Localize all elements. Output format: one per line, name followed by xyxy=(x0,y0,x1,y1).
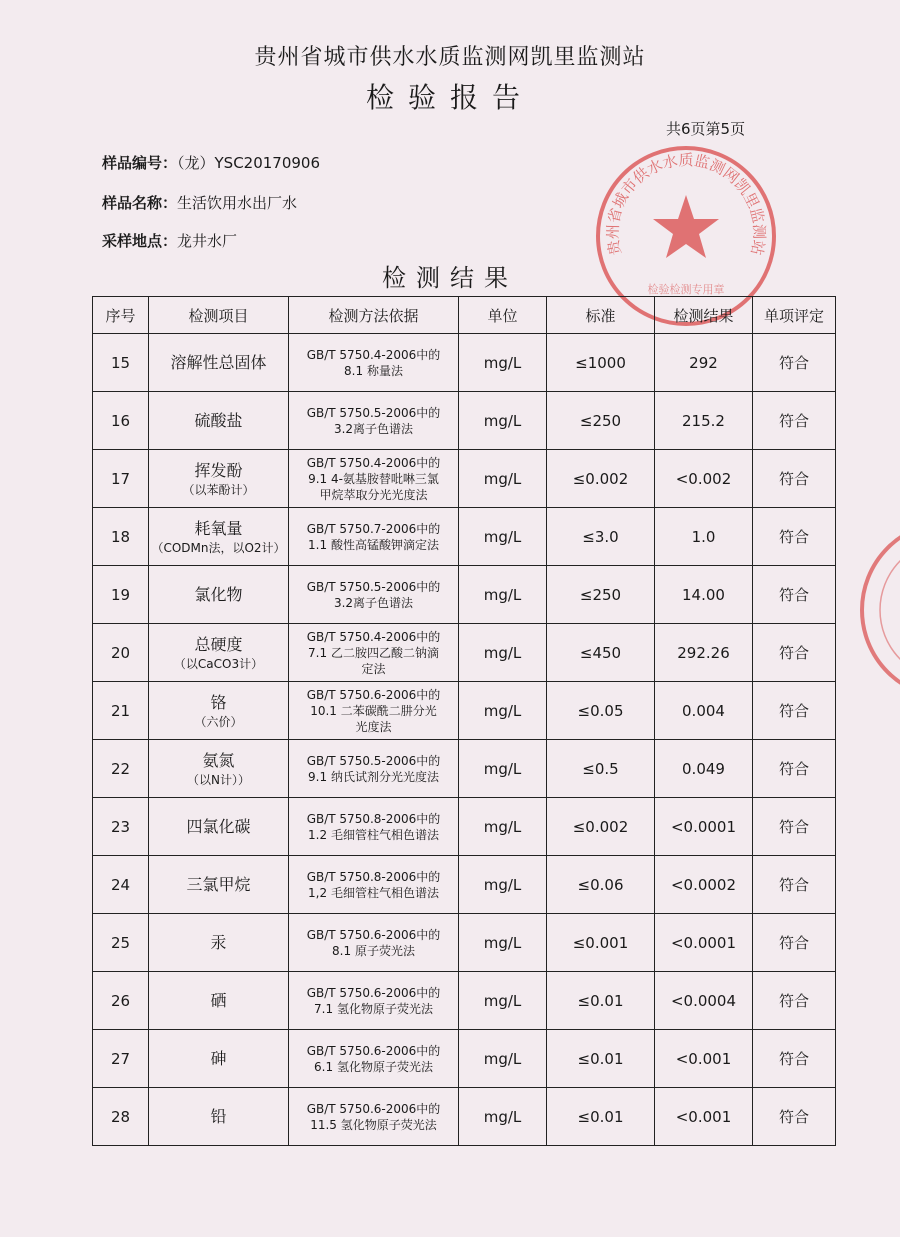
cell-result: <0.002 xyxy=(655,450,753,508)
cell-result: 0.049 xyxy=(655,740,753,798)
method-line: 9.1 纳氏试剂分光光度法 xyxy=(308,769,439,784)
cell-result: <0.0004 xyxy=(655,972,753,1030)
cell-result: 292.26 xyxy=(655,624,753,682)
cell-result: 292 xyxy=(655,334,753,392)
cell-standard: ≤250 xyxy=(547,566,655,624)
item-name: 四氯化碳 xyxy=(186,816,251,836)
table-row xyxy=(93,624,836,682)
cell-result: <0.0001 xyxy=(655,914,753,972)
item-note: （以N计）） xyxy=(187,772,250,787)
method-line: GB/T 5750.4-2006中的 xyxy=(306,629,441,644)
cell-result: <0.001 xyxy=(655,1088,753,1146)
cell-item xyxy=(149,682,289,740)
cell-no: 24 xyxy=(93,856,149,914)
cell-unit: mg/L xyxy=(459,1088,547,1146)
cell-no: 28 xyxy=(93,1088,149,1146)
cell-evaluation: 符合 xyxy=(753,1030,836,1088)
item-name: 耗氧量 xyxy=(194,518,243,538)
method-line: GB/T 5750.5-2006中的 xyxy=(306,405,441,420)
cell-evaluation: 符合 xyxy=(753,856,836,914)
table-row xyxy=(93,740,836,798)
cell-evaluation: 符合 xyxy=(753,972,836,1030)
cell-item xyxy=(149,972,289,1030)
header-no: 序号 xyxy=(93,297,149,334)
cell-evaluation: 符合 xyxy=(753,914,836,972)
method-line: 3.2离子色谱法 xyxy=(333,421,414,436)
item-note: （六价） xyxy=(194,714,243,729)
method-line: GB/T 5750.6-2006中的 xyxy=(306,985,441,1000)
item-name: 氯化物 xyxy=(194,584,243,604)
cell-evaluation: 符合 xyxy=(753,392,836,450)
cell-method xyxy=(289,508,459,566)
cell-no: 23 xyxy=(93,798,149,856)
cell-method xyxy=(289,914,459,972)
cell-method xyxy=(289,392,459,450)
cell-method xyxy=(289,798,459,856)
method-line: 9.1 4-氨基胺替吡啉三氯 xyxy=(308,471,439,486)
method-line: GB/T 5750.4-2006中的 xyxy=(306,347,441,362)
cell-item xyxy=(149,624,289,682)
cell-item xyxy=(149,914,289,972)
cell-method xyxy=(289,624,459,682)
cell-evaluation: 符合 xyxy=(753,508,836,566)
sample-location-value: 龙井水厂 xyxy=(177,232,238,250)
table-row xyxy=(93,392,836,450)
cell-unit: mg/L xyxy=(459,856,547,914)
cell-item xyxy=(149,392,289,450)
cell-item xyxy=(149,450,289,508)
cell-no: 15 xyxy=(93,334,149,392)
results-table xyxy=(92,296,836,1146)
item-name: 砷 xyxy=(210,1048,227,1068)
cell-method xyxy=(289,566,459,624)
method-line: 11.5 氢化物原子荧光法 xyxy=(310,1117,437,1132)
sample-id-field xyxy=(102,152,320,173)
cell-result: <0.0002 xyxy=(655,856,753,914)
sample-location-field xyxy=(102,230,237,251)
cell-result: 215.2 xyxy=(655,392,753,450)
table-header-row xyxy=(93,297,836,334)
cell-item xyxy=(149,566,289,624)
method-line: 1.2 毛细管柱气相色谱法 xyxy=(308,827,439,842)
table-row xyxy=(93,856,836,914)
method-line: 7.1 乙二胺四乙酸二钠滴 xyxy=(308,645,439,660)
cell-evaluation: 符合 xyxy=(753,450,836,508)
cell-result: <0.0001 xyxy=(655,798,753,856)
item-name: 三氯甲烷 xyxy=(186,874,251,894)
method-line: 光度法 xyxy=(355,719,392,734)
method-line: GB/T 5750.6-2006中的 xyxy=(306,687,441,702)
cell-unit: mg/L xyxy=(459,566,547,624)
cell-item xyxy=(149,1088,289,1146)
table-row xyxy=(93,450,836,508)
cell-no: 16 xyxy=(93,392,149,450)
cell-standard: ≤0.01 xyxy=(547,1030,655,1088)
item-name: 总硬度 xyxy=(194,634,243,654)
cell-evaluation: 符合 xyxy=(753,1088,836,1146)
item-name: 铅 xyxy=(210,1106,227,1126)
cell-no: 26 xyxy=(93,972,149,1030)
cell-standard: ≤0.01 xyxy=(547,1088,655,1146)
cell-result: 14.00 xyxy=(655,566,753,624)
cell-method xyxy=(289,1030,459,1088)
cell-unit: mg/L xyxy=(459,972,547,1030)
method-line: GB/T 5750.6-2006中的 xyxy=(306,927,441,942)
table-row xyxy=(93,682,836,740)
cell-standard: ≤3.0 xyxy=(547,508,655,566)
item-name: 硒 xyxy=(210,990,227,1010)
cell-unit: mg/L xyxy=(459,624,547,682)
organization-name: 贵州省城市供水水质监测网凯里监测站 xyxy=(254,45,646,70)
cell-no: 17 xyxy=(93,450,149,508)
cell-evaluation: 符合 xyxy=(753,334,836,392)
header-result: 检测结果 xyxy=(655,297,753,334)
svg-text:贵州省城市供水水质监测网凯里监测站: 贵州省城市供水水质监测网凯里监测站 xyxy=(603,151,769,257)
cell-no: 22 xyxy=(93,740,149,798)
cell-result: 1.0 xyxy=(655,508,753,566)
method-line: GB/T 5750.7-2006中的 xyxy=(306,521,441,536)
cell-standard: ≤0.05 xyxy=(547,682,655,740)
sample-name-label: 样品名称： xyxy=(102,194,178,212)
method-line: 8.1 称量法 xyxy=(344,363,403,378)
cell-item xyxy=(149,740,289,798)
item-name: 挥发酚 xyxy=(194,460,243,480)
cell-unit: mg/L xyxy=(459,914,547,972)
cell-standard: ≤0.01 xyxy=(547,972,655,1030)
cell-method xyxy=(289,334,459,392)
method-line: GB/T 5750.6-2006中的 xyxy=(306,1101,441,1116)
method-line: 1,2 毛细管柱气相色谱法 xyxy=(308,885,439,900)
cell-method xyxy=(289,856,459,914)
cell-item xyxy=(149,508,289,566)
cell-item xyxy=(149,334,289,392)
method-line: 定法 xyxy=(361,661,386,676)
method-line: GB/T 5750.5-2006中的 xyxy=(306,579,441,594)
cell-standard: ≤0.5 xyxy=(547,740,655,798)
sample-id-value: （龙）YSC20170906 xyxy=(177,154,321,172)
method-line: 10.1 二苯碳酰二肼分光 xyxy=(310,703,437,718)
cell-unit: mg/L xyxy=(459,740,547,798)
cell-no: 21 xyxy=(93,682,149,740)
header-standard: 标准 xyxy=(547,297,655,334)
method-line: GB/T 5750.8-2006中的 xyxy=(306,811,441,826)
cell-evaluation: 符合 xyxy=(753,740,836,798)
method-line: GB/T 5750.4-2006中的 xyxy=(306,455,441,470)
method-line: 7.1 氢化物原子荧光法 xyxy=(314,1001,433,1016)
cell-unit: mg/L xyxy=(459,392,547,450)
method-line: GB/T 5750.8-2006中的 xyxy=(306,869,441,884)
cell-standard: ≤250 xyxy=(547,392,655,450)
table-row xyxy=(93,334,836,392)
cell-item xyxy=(149,798,289,856)
cell-method xyxy=(289,682,459,740)
section-title: 检测结果 xyxy=(382,264,518,292)
cell-unit: mg/L xyxy=(459,1030,547,1088)
cell-item xyxy=(149,1030,289,1088)
table-row xyxy=(93,566,836,624)
table-row xyxy=(93,798,836,856)
cell-no: 18 xyxy=(93,508,149,566)
cell-evaluation: 符合 xyxy=(753,798,836,856)
cell-standard: ≤450 xyxy=(547,624,655,682)
item-name: 汞 xyxy=(210,932,227,952)
header-item: 检测项目 xyxy=(149,297,289,334)
cell-item xyxy=(149,856,289,914)
cell-method xyxy=(289,740,459,798)
cell-no: 25 xyxy=(93,914,149,972)
cell-result: 0.004 xyxy=(655,682,753,740)
item-name: 硫酸盐 xyxy=(194,410,243,430)
method-line: 1.1 酸性高锰酸钾滴定法 xyxy=(308,537,439,552)
method-line: 3.2离子色谱法 xyxy=(333,595,414,610)
cell-no: 19 xyxy=(93,566,149,624)
cell-standard: ≤0.001 xyxy=(547,914,655,972)
cell-no: 20 xyxy=(93,624,149,682)
sample-location-label: 采样地点： xyxy=(102,232,178,250)
item-note: （CODMn法，以O2计） xyxy=(151,540,286,555)
cell-standard: ≤0.06 xyxy=(547,856,655,914)
sample-name-field xyxy=(102,192,297,213)
partial-seal-icon xyxy=(850,510,900,710)
cell-result: <0.001 xyxy=(655,1030,753,1088)
method-line: GB/T 5750.5-2006中的 xyxy=(306,753,441,768)
cell-evaluation: 符合 xyxy=(753,566,836,624)
cell-method xyxy=(289,450,459,508)
header-unit: 单位 xyxy=(459,297,547,334)
method-line: 甲烷萃取分光光度法 xyxy=(319,487,428,502)
cell-standard: ≤0.002 xyxy=(547,798,655,856)
item-name: 铬 xyxy=(210,692,227,712)
table-row xyxy=(93,1030,836,1088)
sample-id-label: 样品编号： xyxy=(102,154,178,172)
cell-unit: mg/L xyxy=(459,798,547,856)
table-row xyxy=(93,972,836,1030)
cell-unit: mg/L xyxy=(459,682,547,740)
method-line: GB/T 5750.6-2006中的 xyxy=(306,1043,441,1058)
item-note: （以CaCO3计） xyxy=(173,656,264,671)
header-evaluation: 单项评定 xyxy=(753,297,836,334)
cell-unit: mg/L xyxy=(459,508,547,566)
cell-no: 27 xyxy=(93,1030,149,1088)
item-name: 氨氮 xyxy=(202,750,235,770)
item-name: 溶解性总固体 xyxy=(170,352,267,372)
item-note: （以苯酚计） xyxy=(182,482,255,497)
sample-name-value: 生活饮用水出厂水 xyxy=(177,194,298,212)
cell-unit: mg/L xyxy=(459,334,547,392)
header-method: 检测方法依据 xyxy=(289,297,459,334)
method-line: 6.1 氢化物原子荧光法 xyxy=(314,1059,433,1074)
cell-standard: ≤0.002 xyxy=(547,450,655,508)
cell-method xyxy=(289,972,459,1030)
cell-method xyxy=(289,1088,459,1146)
table-row xyxy=(93,508,836,566)
cell-evaluation: 符合 xyxy=(753,624,836,682)
cell-evaluation: 符合 xyxy=(753,682,836,740)
page-info: 共6页第5页 xyxy=(666,120,746,138)
table-row xyxy=(93,1088,836,1146)
cell-unit: mg/L xyxy=(459,450,547,508)
table-row xyxy=(93,914,836,972)
report-title: 检验报告 xyxy=(365,81,534,114)
svg-text:检验检测专用章: 检验检测专用章 xyxy=(647,283,725,296)
cell-standard: ≤1000 xyxy=(547,334,655,392)
method-line: 8.1 原子荧光法 xyxy=(332,943,415,958)
